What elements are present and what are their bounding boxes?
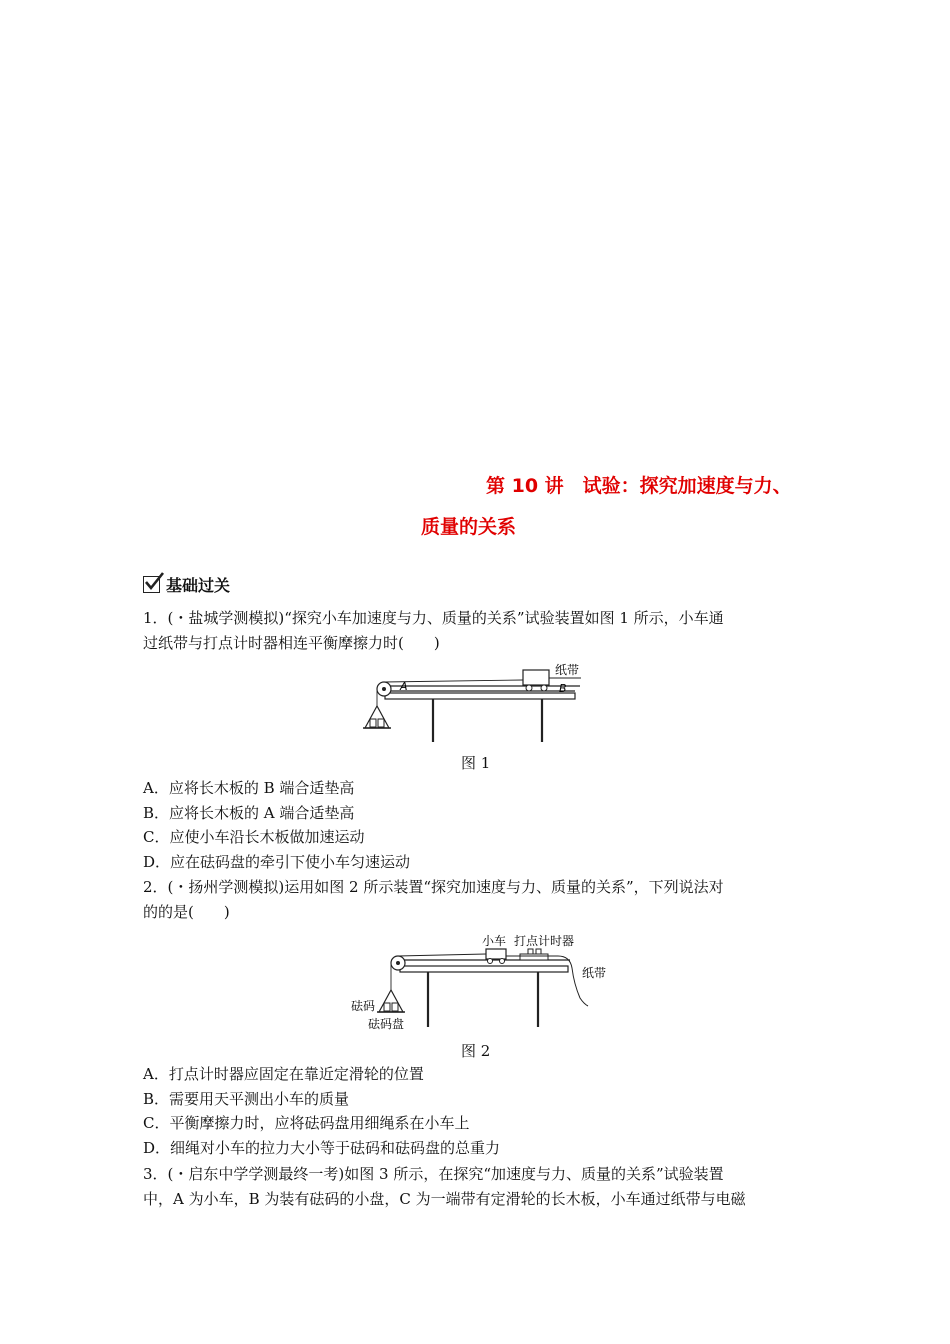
figure-2-label-tape: 纸带 bbox=[582, 966, 607, 980]
figure-1-label-a: A bbox=[400, 680, 408, 693]
q1-option-b: B．应将长木板的 A 端合适垫高 bbox=[143, 804, 355, 822]
section-header bbox=[143, 573, 230, 596]
q1-stem-line-1: 1．(・盐城学测模拟)“探究小车加速度与力、质量的关系”试验装置如图 1 所示，小车通 bbox=[143, 609, 724, 627]
figure-2-timer bbox=[520, 949, 548, 960]
q2-option-c: C．平衡摩擦力时，应将砝码盘用细绳系在小车上 bbox=[143, 1114, 470, 1132]
figure-1-caption: 图 1 bbox=[461, 754, 491, 772]
q1-option-c: C．应使小车沿长木板做加速运动 bbox=[143, 828, 365, 846]
q2-option-d: D．细绳对小车的拉力大小等于砝码和砝码盘的总重力 bbox=[143, 1139, 501, 1157]
figure-1-board bbox=[385, 686, 580, 691]
figure-2-label-weights: 砝码 bbox=[351, 999, 376, 1013]
q1-option-d: D．应在砝码盘的牵引下使小车匀速运动 bbox=[143, 853, 411, 871]
page-title-line-1: 第 10 讲 试验：探究加速度与力、 bbox=[486, 475, 792, 497]
figure-1-cart bbox=[523, 670, 549, 691]
figure-1-label-tape: 纸带 bbox=[555, 663, 580, 677]
q2-stem-line-2: 的的是( ) bbox=[143, 903, 230, 921]
q3-stem-line-1: 3．(・启东中学学测最终一考)如图 3 所示，在探究“加速度与力、质量的关系”试验装置 bbox=[143, 1165, 724, 1183]
q2-stem-line-1: 2．(・扬州学测模拟)运用如图 2 所示装置“探究加速度与力、质量的关系”，下列说法对 bbox=[143, 878, 724, 896]
section-label: 基础过关 bbox=[166, 576, 231, 595]
q3-stem-line-2: 中，A 为小车，B 为装有砝码的小盘，C 为一端带有定滑轮的长木板，小车通过纸带与电磁 bbox=[143, 1190, 746, 1208]
figure-1 bbox=[355, 660, 595, 746]
figure-2-label-pan: 砝码盘 bbox=[368, 1017, 405, 1031]
figure-1-label-b: B bbox=[559, 682, 567, 695]
figure-1-weight-pan bbox=[363, 706, 391, 728]
figure-2 bbox=[348, 932, 618, 1032]
page-title-line-2: 质量的关系 bbox=[421, 516, 517, 538]
figure-2-label-cart: 小车 bbox=[482, 934, 507, 948]
q2-option-b: B．需要用天平测出小车的质量 bbox=[143, 1090, 350, 1108]
figure-1-tabletop bbox=[385, 693, 575, 699]
q2-option-a: A．打点计时器应固定在靠近定滑轮的位置 bbox=[143, 1065, 424, 1083]
figure-2-weight-pan bbox=[377, 990, 405, 1012]
figure-2-label-timer: 打点计时器 bbox=[514, 934, 575, 948]
q1-option-a: A．应将长木板的 B 端合适垫高 bbox=[143, 779, 355, 797]
figure-2-caption: 图 2 bbox=[461, 1042, 491, 1060]
figure-2-tabletop bbox=[400, 966, 568, 972]
figure-2-paper-tape bbox=[506, 956, 588, 1006]
checkbox-checked-icon bbox=[143, 576, 160, 593]
q1-stem-line-2: 过纸带与打点计时器相连平衡摩擦力时( ) bbox=[143, 634, 440, 652]
figure-2-cart bbox=[486, 949, 506, 964]
